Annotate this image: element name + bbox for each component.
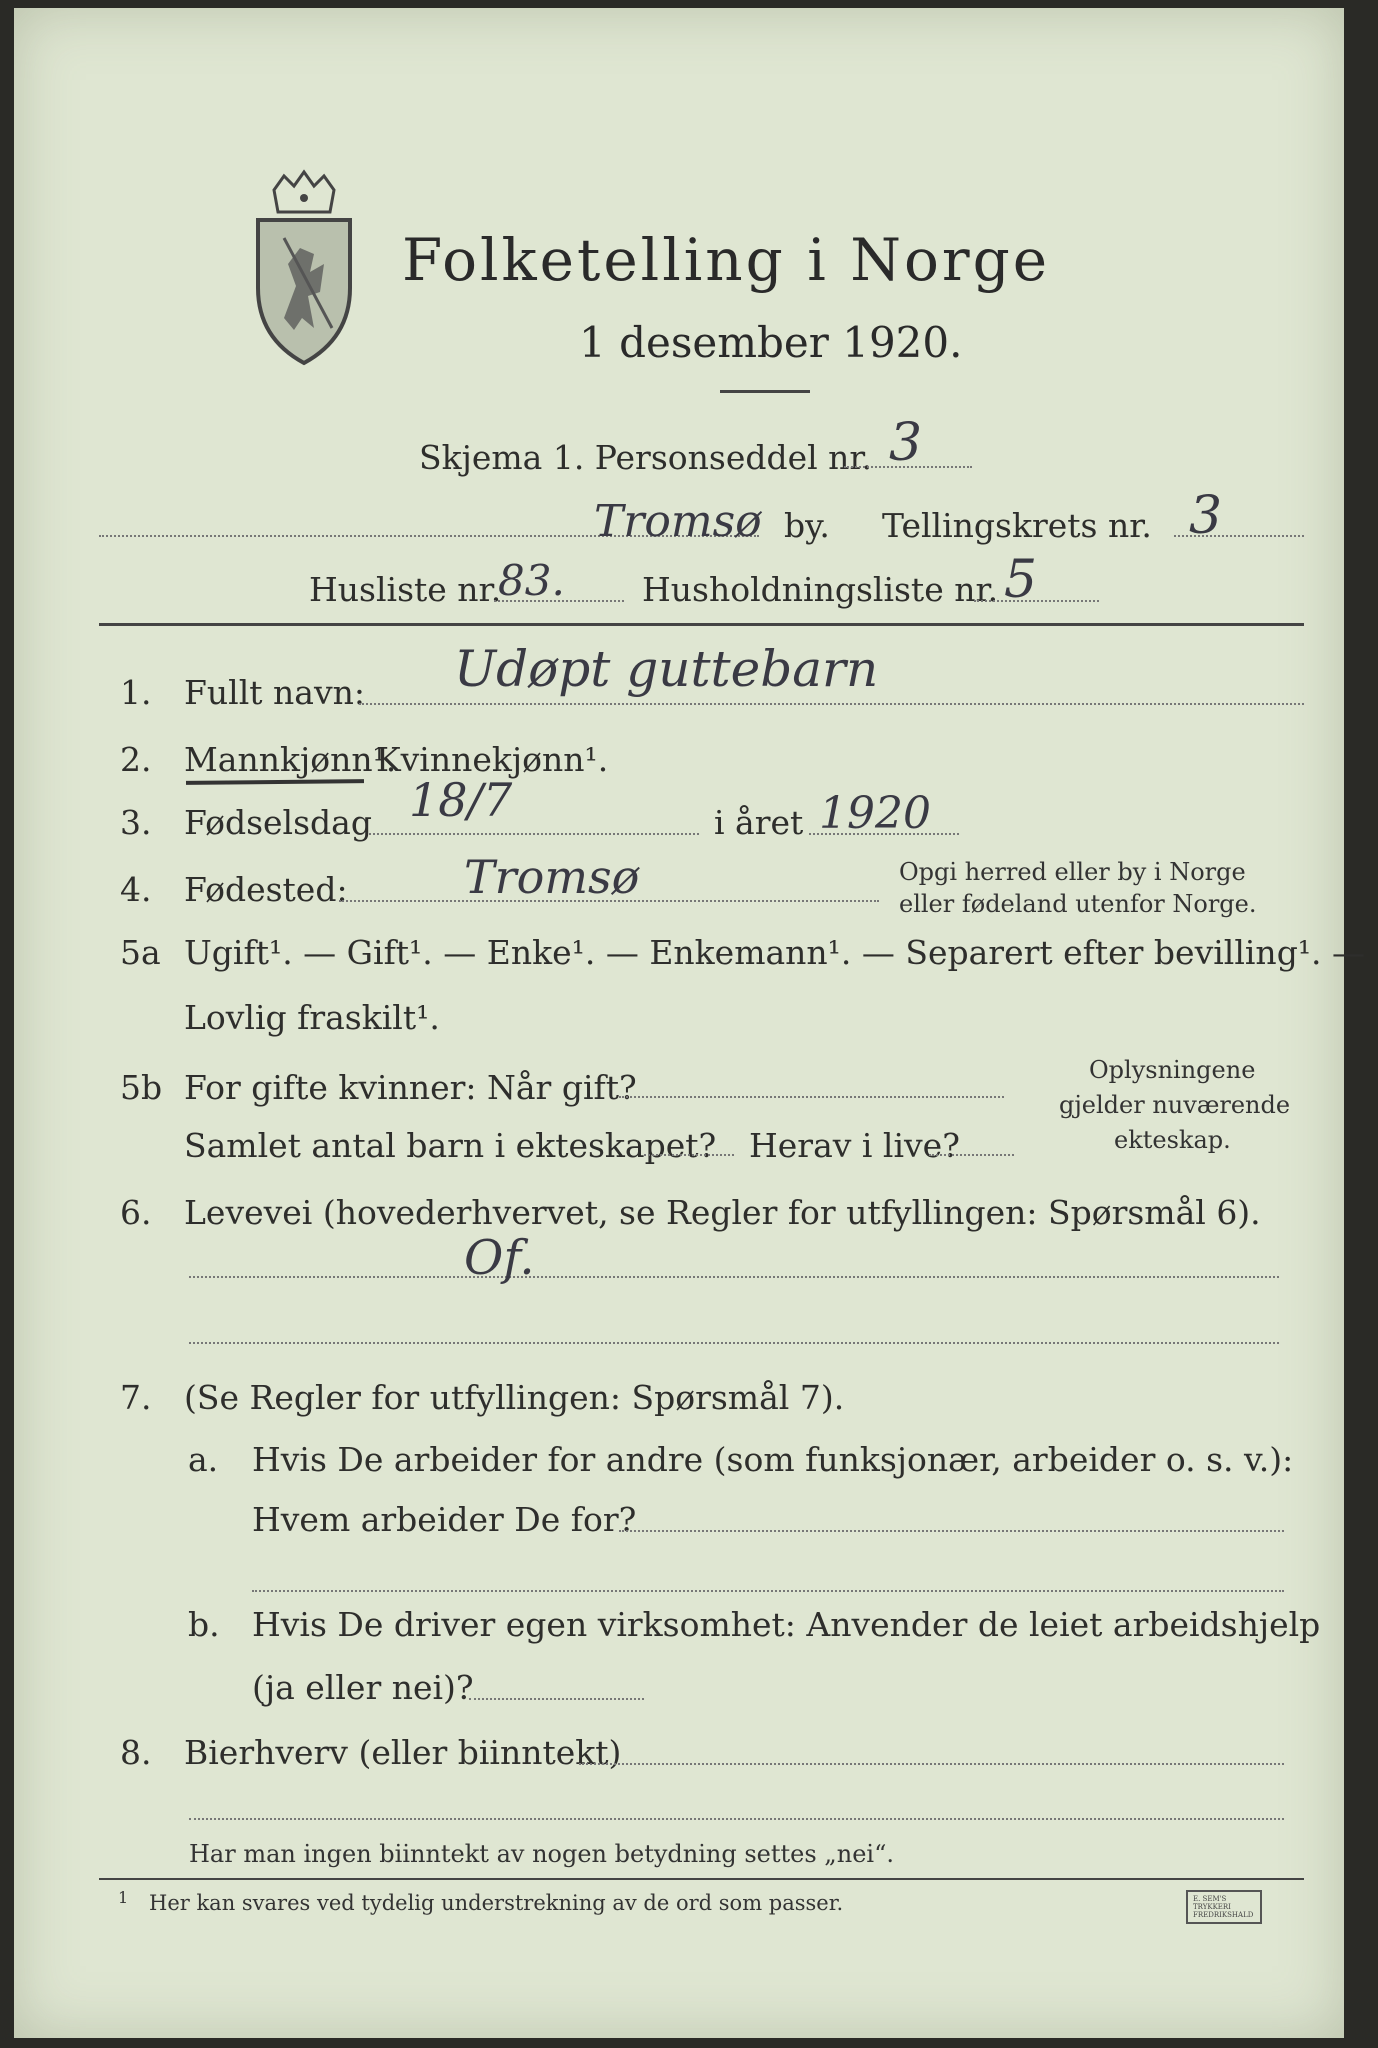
q2-male-option: Mannkjønn¹. bbox=[184, 740, 397, 779]
printer-stamp: E. SEM'S TRYKKERI FREDRIKSHALD bbox=[1186, 1890, 1262, 1924]
q4-label: Fødested: bbox=[184, 870, 348, 909]
q5b-note-line1: Oplysningene bbox=[1089, 1056, 1256, 1084]
husholdningsliste-number: 5 bbox=[1004, 550, 1038, 610]
tellingskrets-number: 3 bbox=[1189, 486, 1223, 546]
q7a-employer-field-2 bbox=[252, 1590, 1284, 1592]
q6-number: 6. bbox=[120, 1193, 152, 1232]
header-divider bbox=[99, 623, 1304, 626]
footnote-text: Her kan svares ved tydelig understrekning av de ord som passer. bbox=[149, 1891, 844, 1915]
census-form bbox=[14, 8, 1366, 2038]
q8-field-2 bbox=[189, 1818, 1284, 1820]
q3-label: Fødselsdag bbox=[184, 803, 372, 842]
q1-answer: Udøpt guttebarn bbox=[454, 640, 879, 698]
q3-day: 18/7 bbox=[409, 773, 513, 827]
q8-label: Bierhverv (eller biinntekt) bbox=[184, 1733, 622, 1772]
q5a-options-line2: Lovlig fraskilt¹. bbox=[184, 998, 440, 1037]
q5b-note-line2: gjelder nuværende bbox=[1059, 1091, 1291, 1119]
q3-day-field bbox=[369, 833, 699, 835]
footnote-mark: 1 bbox=[118, 1888, 129, 1907]
husliste-label: Husliste nr. bbox=[309, 570, 502, 609]
q5b-alive-field bbox=[929, 1154, 1014, 1156]
tellingskrets-label: Tellingskrets nr. bbox=[882, 506, 1152, 545]
q6-field-line2 bbox=[189, 1342, 1279, 1344]
q7-number: 7. bbox=[120, 1378, 152, 1417]
norway-coat-of-arms-icon bbox=[244, 168, 364, 368]
q7b-number: b. bbox=[188, 1605, 220, 1644]
footnote-rule bbox=[99, 1878, 1304, 1880]
q5b-children-field bbox=[644, 1154, 734, 1156]
q8-field bbox=[579, 1763, 1284, 1765]
q5b-note-line3: ekteskap. bbox=[1114, 1126, 1231, 1154]
q1-field bbox=[359, 703, 1304, 705]
q3-number: 3. bbox=[120, 803, 152, 842]
q2-male-underline bbox=[186, 779, 364, 785]
q4-note-line1: Opgi herred eller by i Norge bbox=[899, 858, 1246, 886]
city-suffix: by. bbox=[784, 506, 830, 545]
q3-year: 1920 bbox=[819, 788, 931, 839]
q5b-number: 5b bbox=[120, 1068, 163, 1107]
census-date: 1 desember 1920. bbox=[579, 318, 963, 367]
q7a-employer-label: Hvem arbeider De for? bbox=[252, 1500, 637, 1539]
husholdningsliste-label: Husholdningsliste nr. bbox=[642, 570, 999, 609]
q5a-options: Ugift¹. — Gift¹. — Enke¹. — Enkemann¹. — Separert efter bevilling¹. — bbox=[184, 933, 1366, 972]
q4-note-line2: eller fødeland utenfor Norge. bbox=[899, 890, 1257, 918]
title-rule bbox=[720, 390, 810, 393]
q6-answer: Of. bbox=[464, 1230, 535, 1286]
form-title: Folketelling i Norge bbox=[402, 226, 1051, 294]
q5b-children-total: Samlet antal barn i ekteskapet? bbox=[184, 1126, 717, 1165]
q7a-question: Hvis De arbeider for andre (som funksjonær, arbeider o. s. v.): bbox=[252, 1440, 1294, 1479]
q7a-employer-field bbox=[619, 1530, 1284, 1532]
q5b-married-field bbox=[619, 1096, 1004, 1098]
q5a-number: 5a bbox=[120, 933, 161, 972]
q5b-children-alive: Herav i live? bbox=[749, 1126, 960, 1165]
q6-field-line1 bbox=[189, 1276, 1279, 1278]
q1-number: 1. bbox=[120, 673, 152, 712]
q5b-married-when: For gifte kvinner: Når gift? bbox=[184, 1068, 637, 1107]
q7a-number: a. bbox=[188, 1440, 219, 1479]
q4-number: 4. bbox=[120, 870, 152, 909]
q8-number: 8. bbox=[120, 1733, 152, 1772]
q6-label: Levevei (hovederhvervet, se Regler for utfyllingen: Spørsmål 6). bbox=[184, 1193, 1261, 1232]
q7b-question: Hvis De driver egen virksomhet: Anvender de leiet arbeidshjelp bbox=[252, 1605, 1321, 1644]
q7b-answer-field bbox=[469, 1698, 644, 1700]
q2-female-option: Kvinnekjønn¹. bbox=[376, 740, 609, 779]
q4-answer: Tromsø bbox=[464, 850, 640, 904]
personseddel-label: Skjema 1. Personseddel nr. bbox=[419, 438, 873, 477]
q8-note: Har man ingen biinntekt av nogen betydning settes „nei“. bbox=[189, 1840, 894, 1868]
city-name: Tromsø bbox=[594, 496, 762, 547]
q1-label: Fullt navn: bbox=[184, 673, 365, 712]
husliste-number: 83. bbox=[498, 556, 565, 605]
q3-year-label: i året bbox=[714, 803, 804, 842]
q7b-answer-label: (ja eller nei)? bbox=[252, 1668, 474, 1707]
q2-number: 2. bbox=[120, 740, 152, 779]
personseddel-number: 3 bbox=[889, 413, 923, 473]
q7-label: (Se Regler for utfyllingen: Spørsmål 7). bbox=[184, 1378, 845, 1417]
